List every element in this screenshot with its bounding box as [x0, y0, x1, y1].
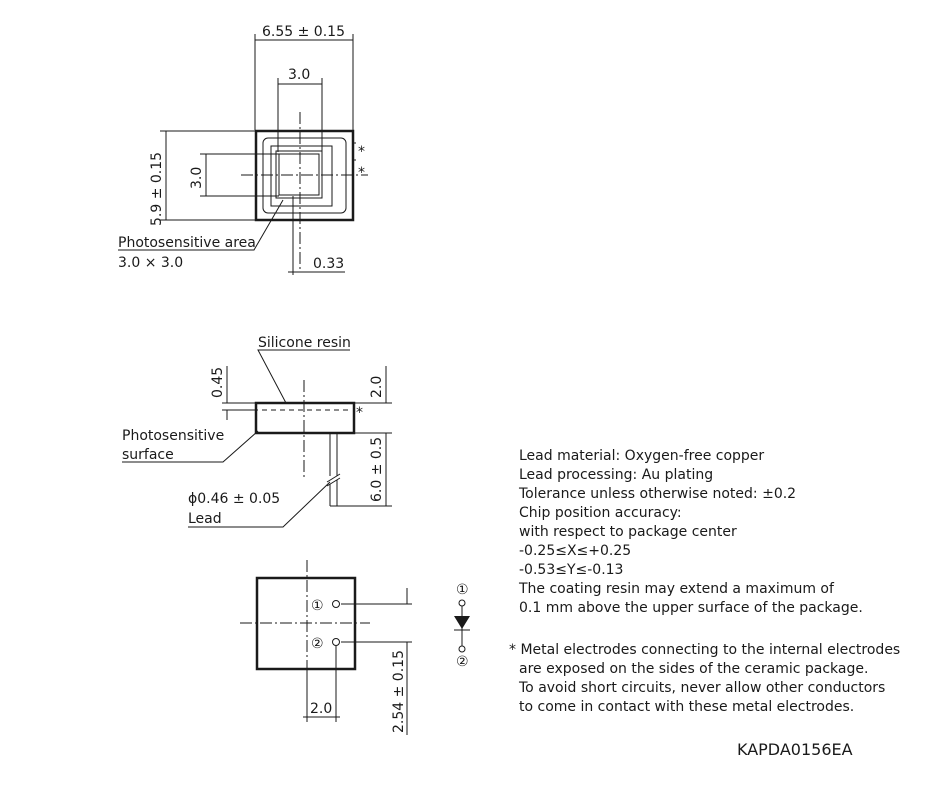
schematic-pin-1: ①: [456, 582, 469, 598]
note-line-9: 0.1 mm above the upper surface of the package.: [519, 600, 863, 616]
footnote-line-2: are exposed on the sides of the ceramic package.: [519, 661, 869, 677]
height-dimension: 5.9 ± 0.15: [149, 151, 165, 226]
bottom-view: [240, 560, 412, 735]
note-line-7: -0.53≤Y≤-0.13: [519, 562, 624, 578]
pin-1-hole: [333, 601, 340, 608]
drawing-code: KAPDA0156EA: [737, 740, 853, 759]
surface-label-2: surface: [122, 447, 174, 463]
width-dimension: 6.55 ± 0.15: [262, 24, 345, 40]
side-asterisk: *: [356, 405, 363, 421]
asterisk-1: *: [358, 144, 365, 160]
note-line-6: -0.25≤X≤+0.25: [519, 543, 632, 559]
note-line-8: The coating resin may extend a maximum of: [519, 581, 834, 597]
surface-label-1: Photosensitive: [122, 428, 225, 444]
break-mark: [327, 474, 340, 482]
note-line-1: Lead material: Oxygen-free copper: [519, 448, 765, 464]
silicone-resin-label: Silicone resin: [258, 335, 351, 351]
break-mark: [327, 478, 340, 486]
notes-block: [509, 448, 900, 715]
footnote-line-3: To avoid short circuits, never allow other conductors: [519, 680, 886, 696]
pin-1-label: ①: [311, 598, 324, 614]
photosensitive-area-label: Photosensitive area: [118, 235, 256, 251]
footnote-line-4: to come in contact with these metal electrodes.: [519, 699, 855, 715]
note-line-2: Lead processing: Au plating: [519, 467, 714, 483]
active-width-dimension: 3.0: [288, 67, 311, 83]
lead-label: Lead: [188, 511, 222, 527]
top-view: [118, 24, 368, 275]
lead-length-dimension: 6.0 ± 0.5: [369, 436, 385, 502]
lead-diameter-label: ϕ0.46 ± 0.05: [188, 491, 281, 507]
diode-schematic: [454, 582, 470, 670]
note-line-3: Tolerance unless otherwise noted: ±0.2: [519, 486, 797, 502]
note-line-4: Chip position accuracy:: [519, 505, 682, 521]
offset-dimension: 0.33: [313, 256, 345, 272]
resin-dimension: 0.45: [210, 366, 226, 398]
terminal: [459, 600, 465, 606]
footnote-line-1: * Metal electrodes connecting to the internal electrodes: [509, 642, 901, 658]
active-height-dimension: 3.0: [189, 166, 205, 189]
pin-offset-dimension: 2.0: [310, 701, 333, 717]
terminal: [459, 646, 465, 652]
chip-outline: [271, 146, 332, 206]
package-height-dimension: 2.0: [369, 375, 385, 398]
side-view: [122, 335, 392, 527]
package-side: [256, 403, 354, 433]
diode-triangle: [454, 616, 470, 629]
photosensitive-area-size: 3.0 × 3.0: [118, 255, 184, 271]
pin-pitch-dimension: 2.54 ± 0.15: [391, 650, 407, 733]
note-line-5: with respect to package center: [519, 524, 737, 540]
pin-2-label: ②: [311, 636, 324, 652]
asterisk-2: *: [358, 165, 365, 181]
schematic-pin-2: ②: [456, 654, 469, 670]
pin-2-hole: [333, 639, 340, 646]
